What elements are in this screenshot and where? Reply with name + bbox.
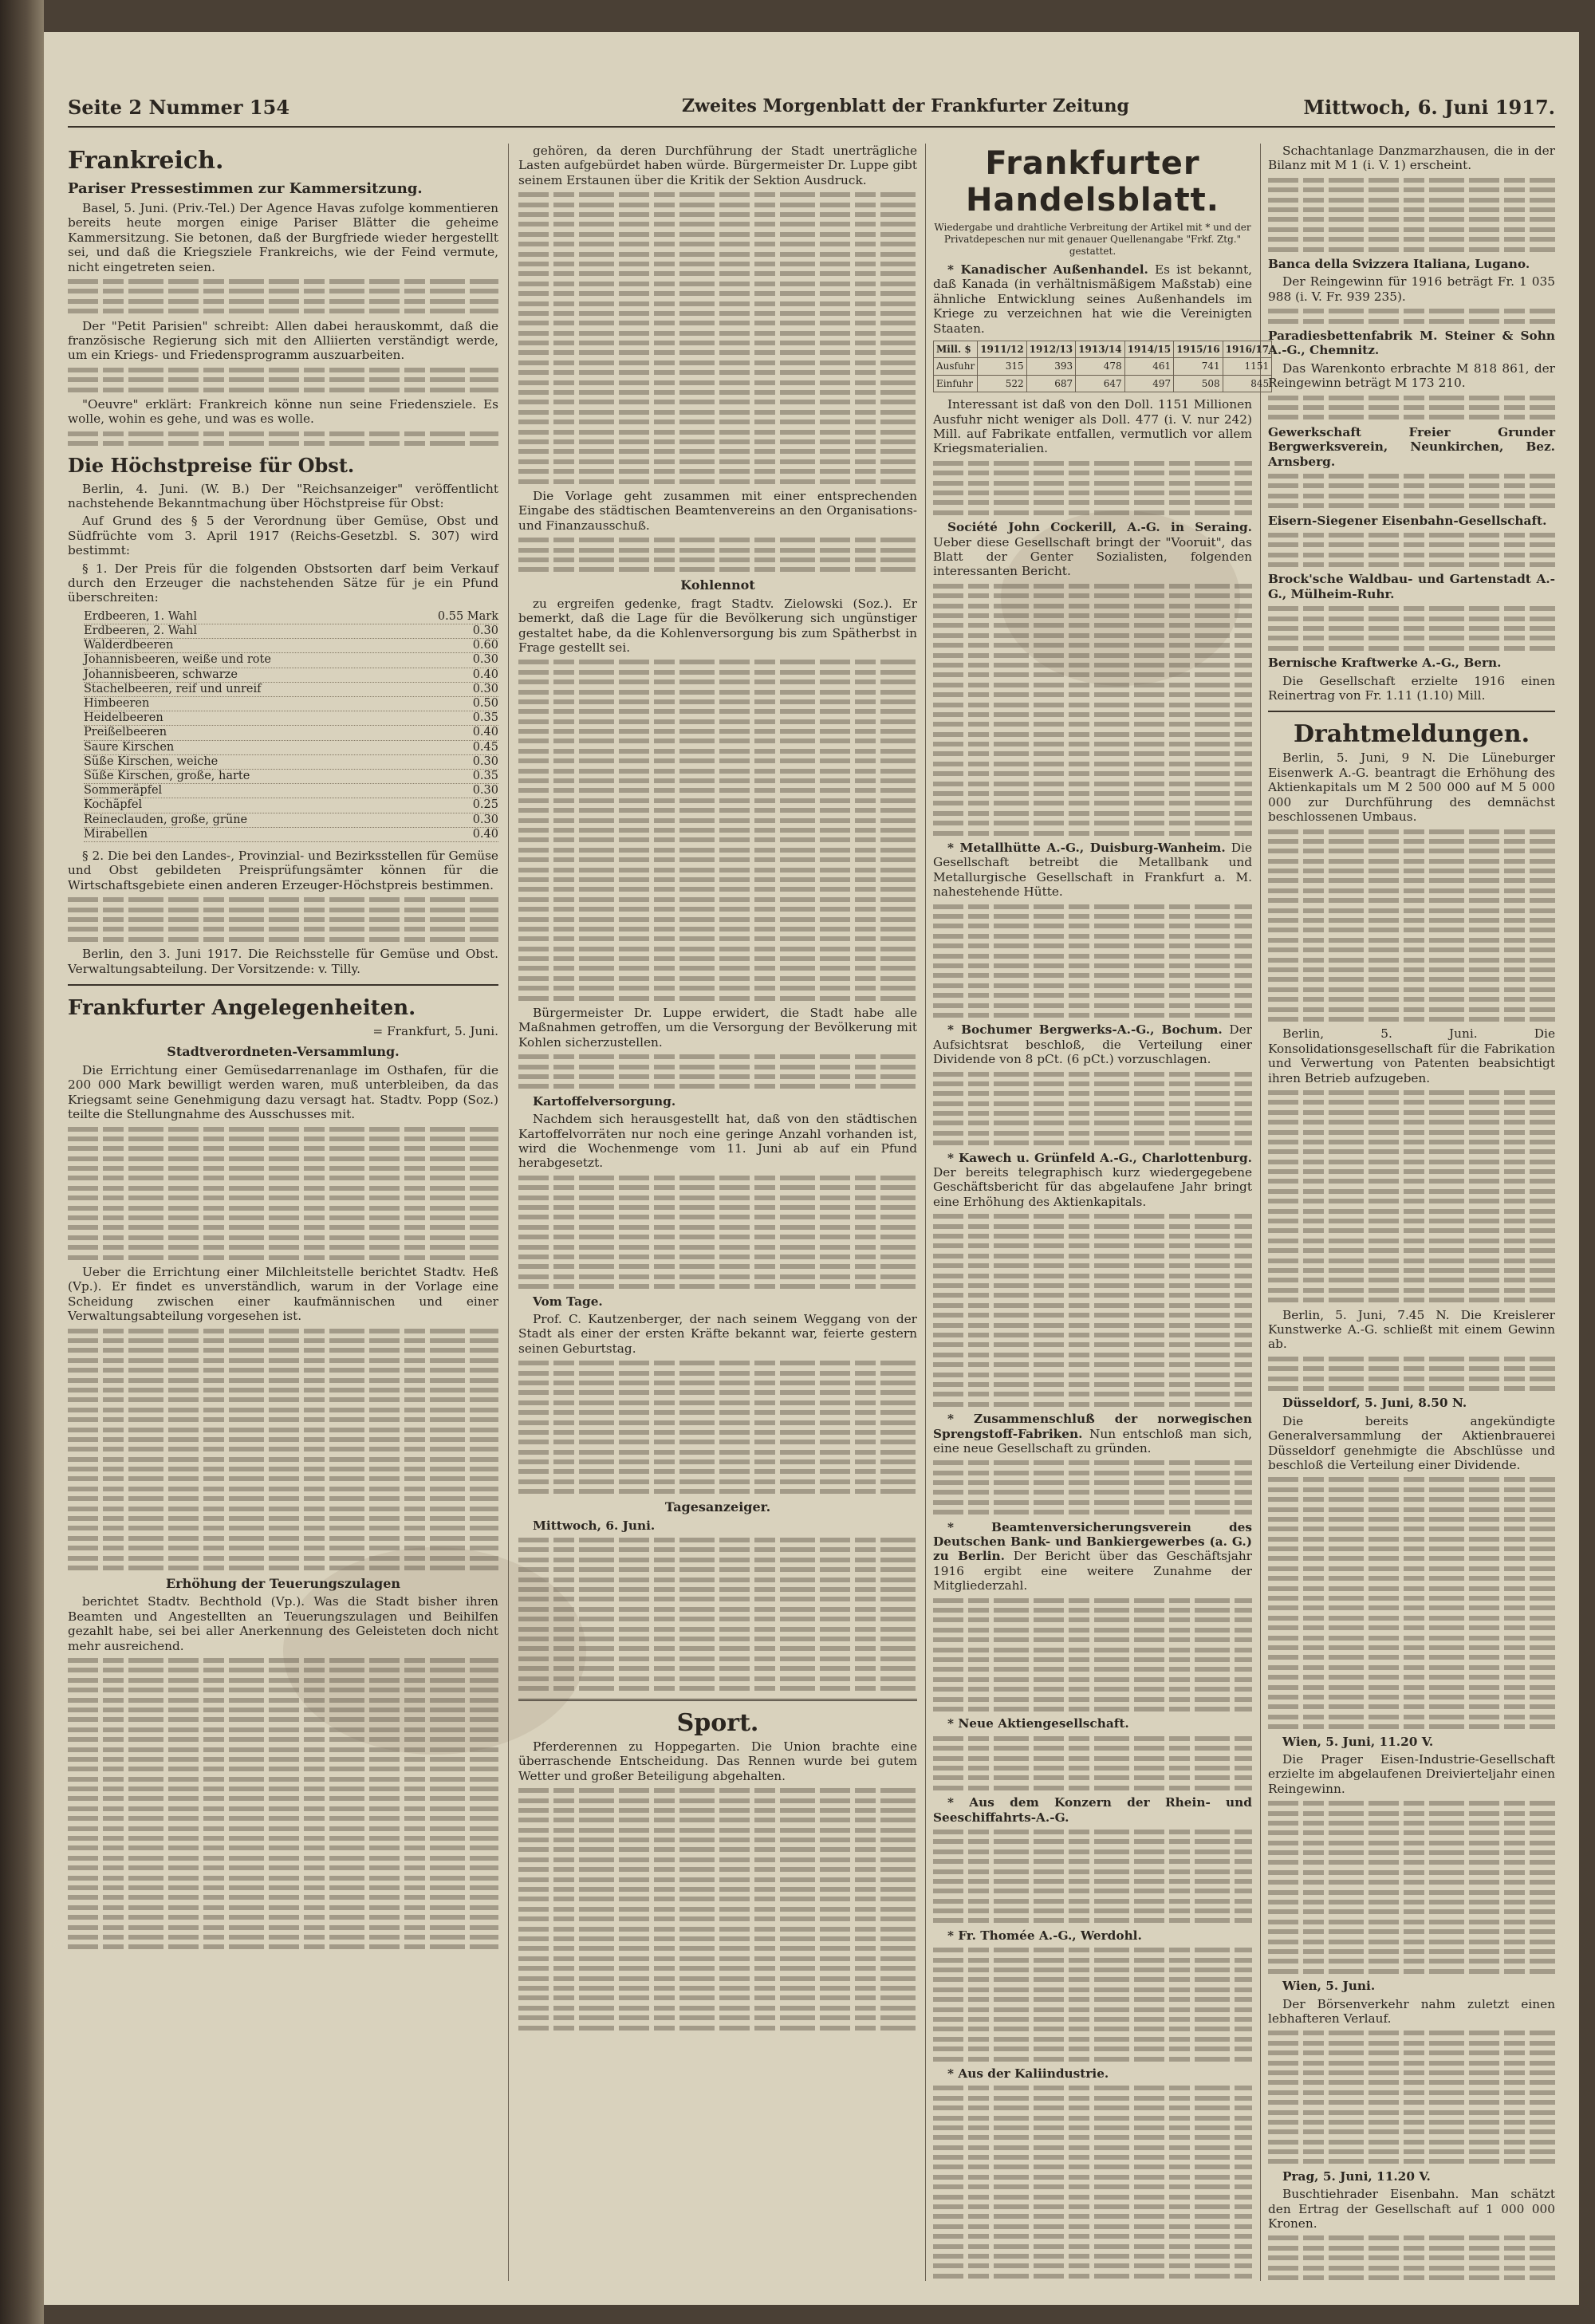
article-paragraph [933, 520, 1252, 579]
column-rule [1260, 144, 1261, 2281]
price-value: 0.40 [472, 668, 498, 681]
article-headline: Brock'sche Waldbau- und Gartenstadt A.-G., Mülheim-Ruhr. [1268, 572, 1555, 601]
price-item: Erdbeeren, 2. Wahl [84, 624, 198, 638]
article-headline: * Zusammenschluß der norwegischen Sprengstoff-Fabriken. [933, 1412, 1252, 1441]
table-cell: 687 [1026, 375, 1075, 392]
price-item: Saure Kirschen [84, 740, 175, 754]
article-text: Die Gesellschaft betreibt die Metallbank und Metallurgische Gesellschaft in Frankfurt a. M. nahestehende Hütte. [933, 841, 1252, 900]
price-value: 0.30 [472, 784, 498, 798]
price-item: Preißelbeeren [84, 726, 167, 739]
table-row [934, 358, 1272, 375]
price-value: 0.35 [472, 770, 498, 783]
section-title-handelsblatt: Frankfurter Handelsblatt. [966, 145, 1219, 219]
binding-gutter [0, 0, 44, 2324]
article-paragraph: Buschtiehrader Eisenbahn. Man schätzt den Ertrag der Gesellschaft auf 1 000 000 Kronen. [1268, 2187, 1555, 2231]
table-header-row [934, 341, 1272, 358]
table-cell: 315 [978, 358, 1026, 375]
article-paragraph [933, 262, 1252, 336]
table-header-cell: 1914/15 [1124, 341, 1173, 358]
price-row [84, 624, 498, 639]
copyright-note: Wiedergabe und drahtliche Verbreitung der Artikel mit * und der Privatdepeschen nur mit genauer Quellenangabe "Frkf. Ztg." gestattet. [934, 222, 1251, 257]
table-cell: 741 [1174, 358, 1223, 375]
table-cell: 478 [1076, 358, 1124, 375]
article-headline: Kohlennot [680, 577, 755, 593]
price-row [84, 711, 498, 726]
article-paragraph: Schachtanlage Danzmarzhausen, die in der Bilanz mit M 1 (i. V. 1) erscheint. [1268, 144, 1555, 173]
price-value: 0.30 [472, 682, 498, 695]
article-headline: * Kanadischer Außenhandel. [947, 262, 1148, 277]
price-row [84, 639, 498, 653]
price-item: Süße Kirschen, weiche [84, 754, 219, 768]
article-paragraph: Die Errichtung einer Gemüsedarrenanlage im Osthafen, für die 200 000 Mark bewilligt werden waren, muß unterbleiben, da das Kriegsamt seine Genehmigung dazu versagt hat. Stadtv. Popp (Soz.) teilte die Stellungnahme des Ausschusses mit. [68, 1062, 498, 1122]
price-row [84, 813, 498, 828]
article-paragraph: Interessant ist daß von den Doll. 1151 Millionen Ausfuhr nicht weniger als Doll. 477 (i. V. nur 242) Mill. auf Fabrikate entfallen, vermutlich vor allem Kriegsmaterialien. [933, 397, 1252, 456]
article-paragraph [933, 1412, 1252, 1455]
article-headline: * Beamtenversicherungsverein des Deutschen Bank- und Bankiergewerbes (a. G.) zu Berlin. [933, 1519, 1252, 1564]
price-item: Heidelbeeren [84, 711, 163, 725]
price-row [84, 741, 498, 755]
price-row [84, 755, 498, 770]
article-headline: Prag, 5. Juni, 11.20 V. [1282, 2168, 1431, 2184]
table-cell: 522 [978, 375, 1026, 392]
dateline: = Frankfurt, 5. Juni. [372, 1024, 498, 1039]
article-headline: Düsseldorf, 5. Juni, 8.50 N. [1282, 1396, 1467, 1411]
price-row [84, 770, 498, 784]
price-row [84, 784, 498, 798]
article-headline: Paradiesbettenfabrik M. Steiner & Sohn A.-G., Chemnitz. [1268, 328, 1555, 358]
article-headline: Gewerkschaft Freier Grunder Bergwerksverein, Neunkirchen, Bez. Arnsberg. [1268, 424, 1555, 469]
price-row [84, 668, 498, 683]
article-paragraph: Die Gesellschaft erzielte 1916 einen Reinertrag von Fr. 1.11 (1.10) Mill. [1268, 673, 1555, 703]
article-paragraph: berichtet Stadtv. Bechthold (Vp.). Was die Stadt bisher ihren Beamten und Angestellten an Teuerungszulagen und Beihilfen gezahlt habe, sei bei aller Anerkennung des Geleisteten doch nicht mehr ausreichend. [68, 1594, 498, 1653]
column-rule [925, 144, 926, 2281]
price-value: 0.30 [472, 754, 498, 768]
article-headline: Eisern-Siegener Eisenbahn-Gesellschaft. [1268, 513, 1547, 528]
price-value: 0.50 [472, 697, 498, 711]
article-paragraph: Kartoffelversorgung. [533, 1093, 676, 1109]
article-paragraph: Nachdem sich herausgestellt hat, daß von den städtischen Kartoffelvorräten nur noch eine geringe Anzahl vorhanden ist, wird die Wochenmenge vom 11. Juni ab auf ein Pfund herabgesetzt. [518, 1112, 917, 1171]
article-paragraph [933, 1022, 1252, 1066]
article-paragraph: "Oeuvre" erklärt: Frankreich könne nun seine Friedensziele. Es wolle, wohin es gehe, und was es wolle. [68, 396, 498, 427]
column-4 [1268, 144, 1555, 2281]
table-header-cell: 1912/13 [1026, 341, 1075, 358]
price-item: Mirabellen [84, 827, 148, 841]
price-row [84, 828, 498, 842]
article-headline: Bernische Kraftwerke A.-G., Bern. [1268, 656, 1502, 671]
column-3 [933, 144, 1270, 2281]
article-headline: * Neue Aktiengesellschaft. [947, 1716, 1129, 1731]
article-paragraph: Die bereits angekündigte Generalversammlung der Aktienbrauerei Düsseldorf genehmigte die Abschlüsse und beschloß die Verteilung einer Dividende. [1268, 1413, 1555, 1472]
article-paragraph: Das Warenkonto erbrachte M 818 861, der Reingewinn beträgt M 173 210. [1268, 360, 1555, 391]
article-paragraph: Mittwoch, 6. Juni. [533, 1518, 656, 1533]
issue-date: Mittwoch, 6. Juni 1917. [1303, 96, 1555, 119]
section-title-angelegenheiten: Frankfurter Angelegenheiten. [68, 996, 416, 1021]
article-paragraph: § 1. Der Preis für die folgenden Obstsorten darf beim Verkauf durch den Erzeuger die nachstehenden Sätze für je ein Pfund überschreiten: [68, 561, 498, 605]
table-header-cell: 1913/14 [1076, 341, 1124, 358]
price-value: 0.35 [472, 711, 498, 725]
table-header-cell: Mill. $ [934, 341, 978, 358]
page-header [68, 88, 1555, 128]
price-item: Johannisbeeren, schwarze [84, 668, 238, 681]
table-cell: 508 [1174, 375, 1223, 392]
table-cell: Einfuhr [934, 375, 978, 392]
article-signature: Berlin, den 3. Juni 1917. Die Reichsstelle für Gemüse und Obst. Verwaltungsabteilung. Der Vorsitzende: v. Tilly. [68, 947, 498, 976]
article-paragraph: Die Prager Eisen-Industrie-Gesellschaft erzielte im abgelaufenen Dreivierteljahr einen Reingewinn. [1268, 1751, 1555, 1796]
article-headline: Banca della Svizzera Italiana, Lugano. [1268, 256, 1530, 271]
section-title-sport: Sport. [676, 1708, 759, 1737]
article-paragraph: Pferderennen zu Hoppegarten. Die Union brachte eine überraschende Entscheidung. Das Rennen wurde bei gutem Wetter und großer Beteiligung abgehalten. [518, 1739, 917, 1783]
article-paragraph: Bürgermeister Dr. Luppe erwidert, die Stadt habe alle Maßnahmen getroffen, um die Versorgung der Bevölkerung mit Kohlen sicherzustellen. [518, 1006, 917, 1050]
article-text: Ueber diese Gesellschaft bringt der "Vooruit", das Blatt der Genter Sozialisten, folgenden interessanten Bericht. [933, 534, 1252, 579]
price-row [84, 726, 498, 740]
article-headline: * Aus dem Konzern der Rhein- und Seeschiffahrts-A.-G. [933, 1795, 1252, 1825]
article-paragraph: Der Börsenverkehr nahm zuletzt einen lebhafteren Verlauf. [1268, 1996, 1555, 2026]
price-item: Walderdbeeren [84, 639, 174, 652]
article-headline: Erhöhung der Teuerungszulagen [165, 1575, 401, 1591]
article-paragraph: Der Reingewinn für 1916 beträgt Fr. 1 035 988 (i. V. Fr. 939 235). [1268, 274, 1555, 304]
table-cell: 393 [1026, 358, 1075, 375]
table-cell: Ausfuhr [934, 358, 978, 375]
article-paragraph: Berlin, 4. Juni. (W. B.) Der "Reichsanzeiger" veröffentlicht nachstehende Bekanntmachung über Höchstpreise für Obst: [68, 481, 498, 510]
price-value: 0.30 [472, 813, 498, 826]
price-item: Stachelbeeren, reif und unreif [84, 682, 262, 695]
table-cell: 1151 [1223, 358, 1271, 375]
article-headline: Wien, 5. Juni. [1282, 1979, 1376, 1994]
price-row [84, 683, 498, 697]
article-text: Nun entschloß man sich, eine neue Gesellschaft zu gründen. [933, 1426, 1252, 1455]
price-value: 0.55 Mark [437, 609, 498, 623]
article-headline: Stadtverordneten-Versammlung. [167, 1044, 400, 1060]
price-list [84, 610, 498, 842]
article-text: Der Aufsichtsrat beschloß, die Verteilung einer Dividende von 8 pCt. (6 pCt.) vorzuschlagen. [933, 1022, 1252, 1067]
edition-title: Zweites Morgenblatt der Frankfurter Zeitung [682, 96, 1129, 116]
article-headline: Société John Cockerill, A.-G. in Seraing. [947, 520, 1252, 535]
price-row [84, 653, 498, 668]
newspaper-page [44, 32, 1579, 2305]
article-headline: * Bochumer Bergwerks-A.-G., Bochum. [947, 1022, 1223, 1038]
table-cell: 647 [1076, 375, 1124, 392]
article-paragraph: Ueber die Errichtung einer Milchleitstelle berichtet Stadtv. Heß (Vp.). Er findet es unverständlich, warum in der Vorlage eine Scheidung zwischen einer kaufmännischen und einer Verwaltungsabteilung vorgesehen ist. [68, 1264, 498, 1324]
article-paragraph: Berlin, 5. Juni, 9 N. Die Lüneburger Eisenwerk A.-G. beantragt die Erhöhung des Aktienkapitals um M 2 500 000 auf M 5 000 000 zur Durchführung des demnächst beschlossenen Umbaus. [1268, 750, 1555, 825]
price-value: 0.30 [472, 624, 498, 638]
price-item: Süße Kirschen, große, harte [84, 770, 250, 783]
section-title-drahtmeldungen: Drahtmeldungen. [1293, 720, 1530, 749]
article-paragraph: Vom Tage. [533, 1294, 603, 1309]
price-value: 0.40 [472, 726, 498, 739]
price-value: 0.40 [472, 827, 498, 841]
price-item: Reineclauden, große, grüne [84, 813, 248, 826]
article-text: Der bereits telegraphisch kurz wiedergegebene Geschäftsbericht für das abgelaufene Jahr bringt eine Erhöhung des Aktienkapitals. [933, 1165, 1252, 1209]
price-value: 0.45 [472, 740, 498, 754]
price-item: Johannisbeeren, weiße und rote [84, 653, 271, 667]
article-paragraph: Der "Petit Parisien" schreibt: Allen dabei herauskommt, daß die französische Regierung sich mit den Alliierten verständigt werde, um ein Kriegs- und Friedensprogramm auszuarbeiten. [68, 318, 498, 363]
article-headline: Pariser Pressestimmen zur Kammersitzung. [68, 180, 423, 197]
article-paragraph: zu ergreifen gedenke, fragt Stadtv. Zielowski (Soz.). Er bemerkt, daß die Lage für die Bevölkerung sich ungünstiger gestaltet habe, da die Kohlenversorgung bis zum Spätherbst in Frage gestellt sei. [518, 596, 917, 655]
article-paragraph: Auf Grund des § 5 der Verordnung über Gemüse, Obst und Südfrüchte vom 3. April 1917 (Reichs-Gesetzbl. S. 307) wird bestimmt: [68, 514, 498, 558]
price-value: 0.25 [472, 798, 498, 812]
article-paragraph: Basel, 5. Juni. (Priv.-Tel.) Der Agence Havas zufolge kommentieren bereits heute morgen einige Pariser Blätter die geheime Kammersitzung. Sie betonen, daß der Burgfriede wieder hergestellt sei, und daß die Kriegsziele Frankreichs, wie der Feind vermute, nicht eingetreten seien. [68, 201, 498, 274]
article-headline: * Aus der Kaliindustrie. [947, 2066, 1109, 2081]
article-headline: Tagesanzeiger. [664, 1499, 771, 1515]
table-cell: 461 [1124, 358, 1173, 375]
article-paragraph: Prof. C. Kautzenberger, der nach seinem Weggang von der Stadt als einer der ersten Kräfte bekannt war, feierte gestern seinen Geburtstag. [518, 1311, 917, 1356]
article-headline: * Fr. Thomée A.-G., Werdohl. [947, 1928, 1142, 1943]
price-item: Erdbeeren, 1. Wahl [84, 609, 198, 623]
table-cell: 845 [1223, 375, 1271, 392]
price-item: Sommeräpfel [84, 784, 163, 798]
price-value: 0.60 [472, 639, 498, 652]
article-paragraph: Berlin, 5. Juni. Die Konsolidationsgesellschaft für die Fabrikation und Verwertung von Patenten beabsichtigt ihren Betrieb aufzugeben. [1268, 1026, 1555, 1085]
price-item: Himbeeren [84, 697, 150, 711]
article-text: Es ist bekannt, daß Kanada (in verhältnismäßigem Maßstab) eine ähnliche Entwicklung seines Außenhandels im Kriege zu verzeichnen hat wie die Vereinigten Staaten. [933, 262, 1252, 336]
article-paragraph: gehören, da deren Durchführung der Stadt unerträgliche Lasten aufgebürdet haben würde. Bürgermeister Dr. Luppe gibt seinem Erstaunen über die Kritik der Sektion Ausdruck. [518, 144, 917, 187]
page-number: Seite 2 Nummer 154 [68, 96, 290, 119]
article-paragraph: Berlin, 5. Juni, 7.45 N. Die Kreislerer Kunstwerke A.-G. schließt mit einem Gewinn ab. [1268, 1307, 1555, 1352]
table-header-cell: 1915/16 [1174, 341, 1223, 358]
price-row [84, 798, 498, 813]
article-text: Der Bericht über das Geschäftsjahr 1916 ergibt eine weitere Zunahme der Mitgliederzahl. [933, 1549, 1252, 1593]
section-title-frankreich: Frankreich. [68, 147, 224, 175]
article-paragraph: § 2. Die bei den Landes-, Provinzial- und Bezirksstellen für Gemüse und Obst gebildeten Preisprüfungsämter können für die Wirtschaftsgebiete einen anderen Erzeuger-Höchstpreis bestimmen. [68, 849, 498, 892]
price-item: Kochäpfel [84, 798, 143, 812]
article-headline: Wien, 5. Juni, 11.20 V. [1282, 1734, 1434, 1749]
table-cell: 497 [1124, 375, 1173, 392]
table-row [934, 375, 1272, 392]
article-headline: * Metallhütte A.-G., Duisburg-Wanheim. [947, 841, 1226, 855]
article-headline: Die Höchstpreise für Obst. [68, 453, 355, 477]
price-row [84, 697, 498, 711]
column-2 [518, 144, 917, 2281]
table-header-cell: 1916/17 [1223, 341, 1271, 358]
column-rule [508, 144, 509, 2281]
price-row [84, 610, 498, 624]
article-headline: * Kawech u. Grünfeld A.-G., Charlottenburg. [947, 1150, 1252, 1165]
article-paragraph [933, 841, 1252, 900]
price-value: 0.30 [472, 653, 498, 667]
column-1 [68, 144, 498, 2281]
article-paragraph [933, 1151, 1252, 1210]
article-paragraph: Die Vorlage geht zusammen mit einer entsprechenden Eingabe des städtischen Beamtenvereins an den Organisations- und Finanzausschuß. [518, 488, 917, 533]
trade-table [933, 341, 1272, 392]
table-header-cell: 1911/12 [978, 341, 1026, 358]
article-paragraph [933, 1520, 1252, 1593]
